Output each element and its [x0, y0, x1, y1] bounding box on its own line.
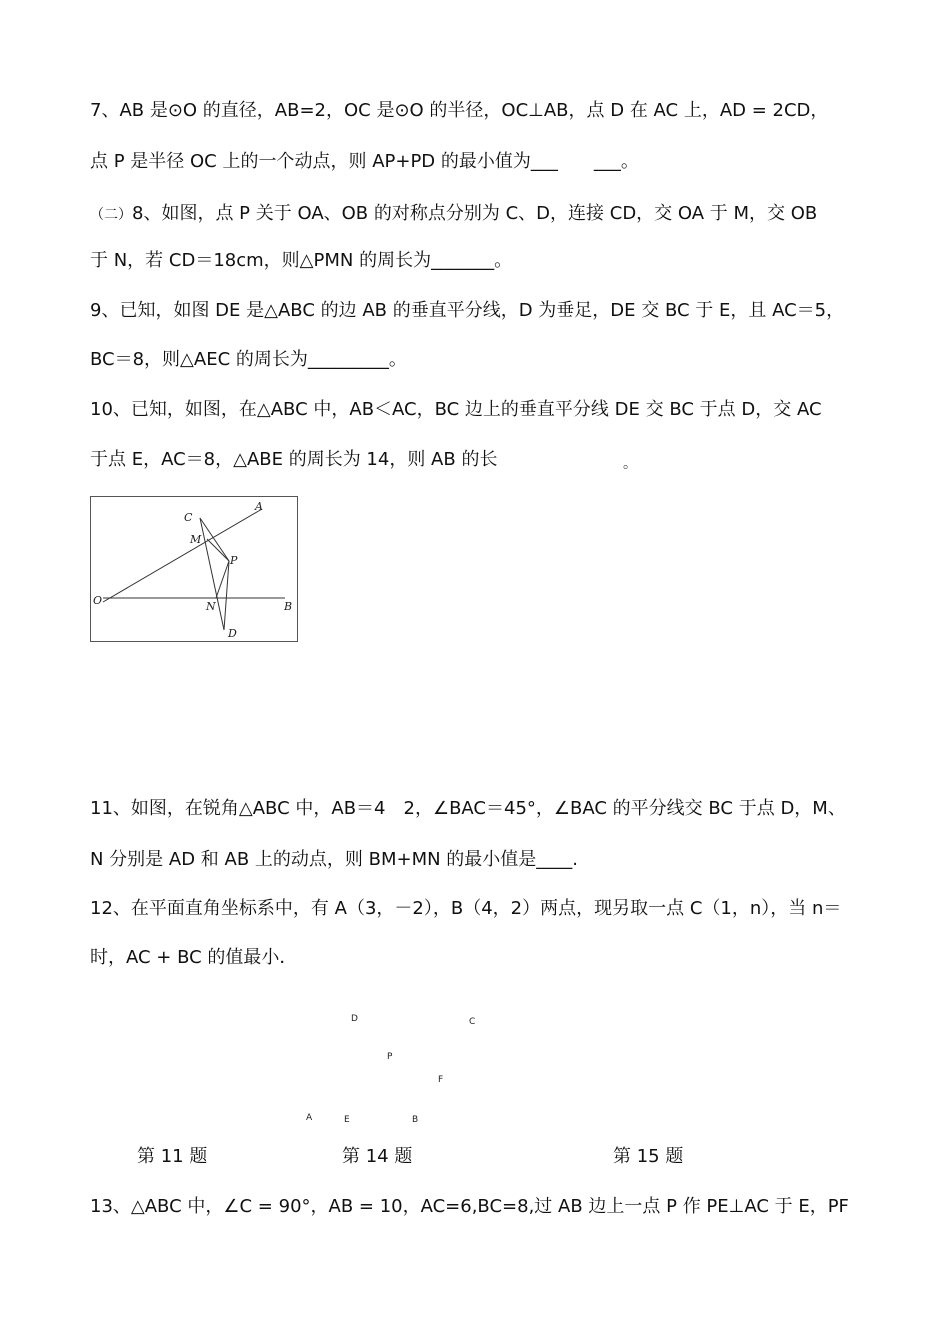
fig14-label-c: C [469, 1017, 476, 1027]
figure-q8 [90, 496, 299, 643]
caption-q11: 第 11 题 [137, 1146, 208, 1167]
q8-line1-text: 8、如图，点 P 关于 OA、OB 的对称点分别为 C、D，连接 CD，交 OA 于 M，交 OB [132, 203, 818, 224]
label-a: A [255, 500, 263, 513]
q13-line1: 13、△ABC 中，∠C = 90°，AB = 10，AC=6,BC=8,过 AB 边上一点 P 作 PE⊥AC 于 E，PF [90, 1196, 849, 1217]
q12-line1: 12、在平面直角坐标系中，有 A（3，－2），B（4，2）两点，现另取一点 C（1，n），当 n＝ [90, 898, 842, 919]
fig14-label-d: D [351, 1014, 358, 1024]
fig14-label-e: E [344, 1115, 350, 1125]
fig14-label-p: P [387, 1052, 393, 1062]
label-p: P [230, 554, 238, 567]
label-o: O [93, 594, 103, 607]
caption-q14: 第 14 题 [342, 1146, 413, 1167]
q11-line2: N 分别是 AD 和 AB 上的动点，则 BM+MN 的最小值是____. [90, 849, 579, 870]
fig14-label-a: A [306, 1113, 313, 1123]
q7-line1: 7、AB 是⊙O 的直径，AB=2，OC 是⊙O 的半径，OC⊥AB，点 D 在 AC 上，AD = 2CD， [90, 100, 829, 121]
q8-prefix: （二） [90, 207, 132, 223]
q11-line1: 11、如图，在锐角△ABC 中，AB＝4 2，∠BAC＝45°，∠BAC 的平分线交 BC 于点 D，M、 [90, 798, 846, 819]
label-b: B [284, 600, 293, 613]
figure-frame [91, 497, 298, 642]
q8-line1 [90, 202, 817, 227]
q7-line2: 点 P 是半径 OC 上的一个动点，则 AP+PD 的最小值为___ ___。 [90, 151, 639, 172]
label-c: C [184, 511, 193, 524]
label-d: D [228, 627, 237, 640]
caption-q15: 第 15 题 [613, 1146, 684, 1167]
q10-end-mark: 。 [623, 456, 637, 472]
fig14-label-f: F [438, 1075, 444, 1085]
q8-line2: 于 N，若 CD＝18cm，则△PMN 的周长为_______。 [90, 250, 513, 271]
label-n: N [206, 600, 216, 613]
q10-line1: 10、已知，如图，在△ABC 中，AB＜AC，BC 边上的垂直平分线 DE 交 BC 于点 D，交 AC [90, 399, 822, 420]
fig14-label-b: B [412, 1115, 419, 1125]
q9-line2: BC＝8，则△AEC 的周长为_________。 [90, 349, 407, 370]
q12-line2: 时，AC + BC 的值最小． [90, 947, 298, 968]
q9-line1: 9、已知，如图 DE 是△ABC 的边 AB 的垂直平分线，D 为垂足，DE 交 BC 于 E，且 AC＝5， [90, 300, 845, 321]
q10-line2: 于点 E，AC＝8，△ABE 的周长为 14，则 AB 的长 [90, 449, 498, 470]
label-m: M [190, 533, 202, 546]
